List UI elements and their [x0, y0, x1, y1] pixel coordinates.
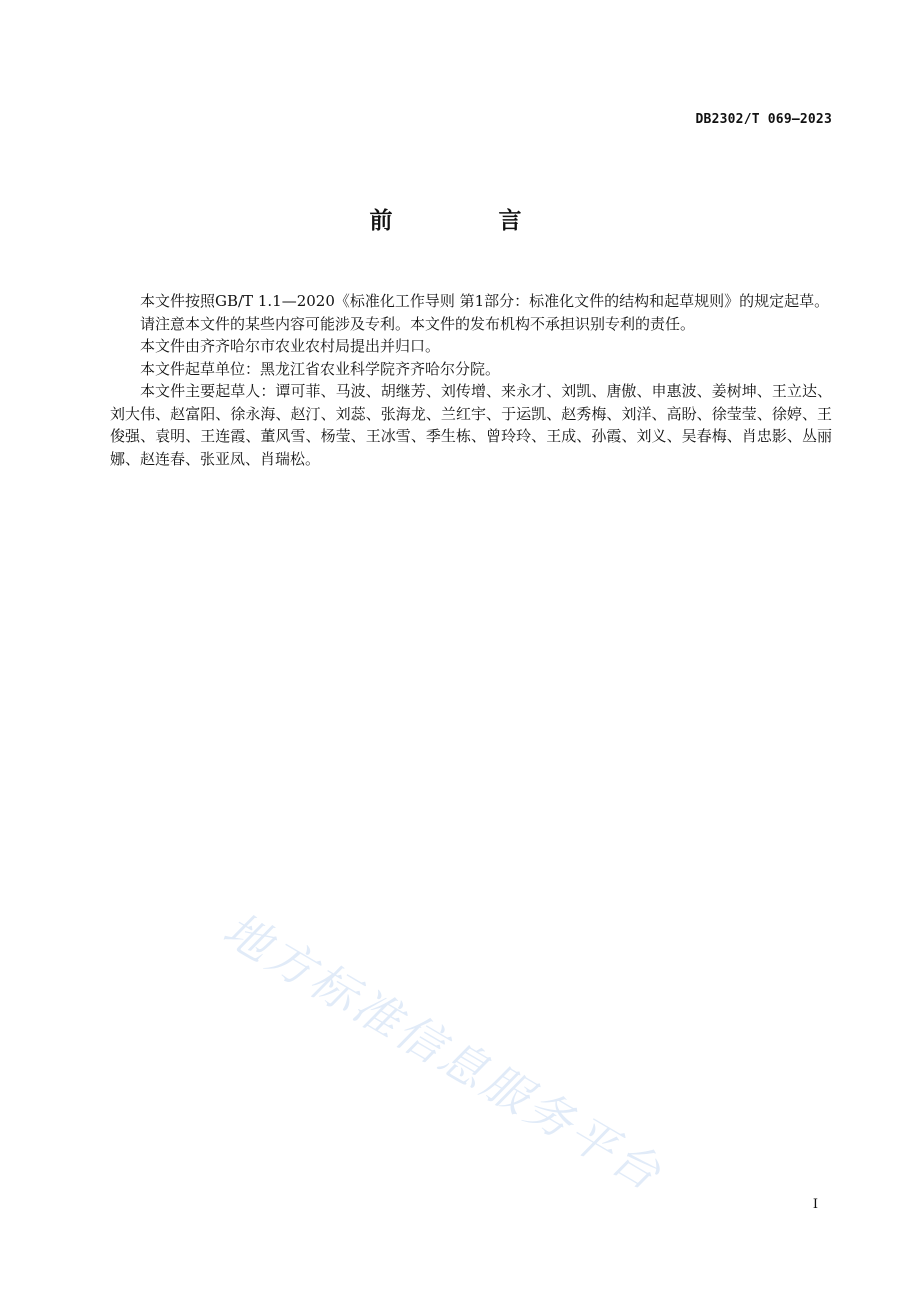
paragraph-drafting-unit: 本文件起草单位：黑龙江省农业科学院齐齐哈尔分院。 [140, 359, 501, 378]
foreword-body [110, 290, 832, 470]
section-title: 前 言 [369, 208, 571, 234]
paragraph-patent-notice: 请注意本文件的某些内容可能涉及专利。本文件的发布机构不承担识别专利的责任。 [140, 314, 696, 333]
paragraph-drafters: 本文件主要起草人：谭可菲、马波、胡继芳、刘传增、来永才、刘凯、唐傲、申惠波、姜树坤、王立达、刘大伟、赵富阳、徐永海、赵汀、刘蕊、张海龙、兰红宇、于运凯、赵秀梅、刘洋、高盼、徐莹莹、徐婷、王俊强、袁明、王连霞、董风雪、杨莹、王冰雪、季生栋、曾玲玲、王成、孙霞、刘义、吴春梅、肖忠影、丛丽娜、赵连春、张亚凤、肖瑞松。 [110, 382, 832, 468]
page-number: I [812, 1197, 818, 1212]
paragraph-proposer: 本文件由齐齐哈尔市农业农村局提出并归口。 [140, 337, 441, 355]
document-code: DB2302/T 069—2023 [695, 112, 832, 127]
watermark: 地方标准信息服务平台 [214, 901, 673, 1203]
paragraph-drafting-rules: 本文件按照GB/T 1.1—2020《标准化工作导则 第1部分：标准化文件的结构和起草规则》的规定起草。 [140, 292, 830, 310]
